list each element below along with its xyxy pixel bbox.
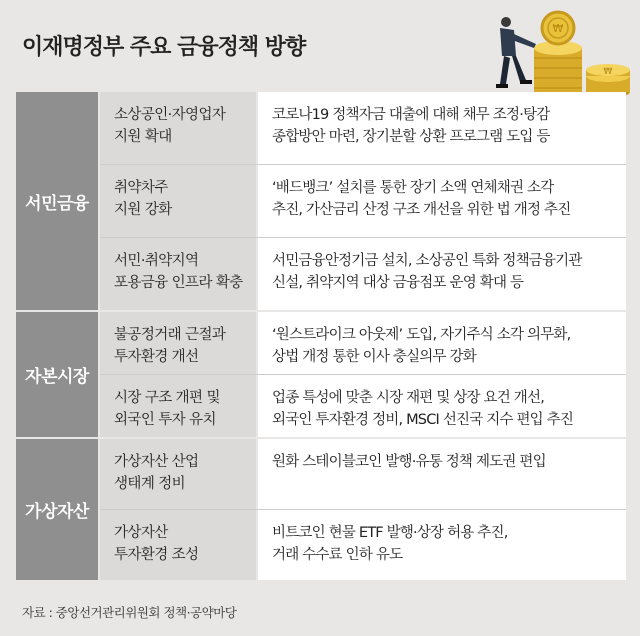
subcategory-line: 가상자산 — [114, 525, 168, 541]
description-line: 코로나19 정책자금 대출에 대해 채무 조정·탕감 — [272, 107, 550, 123]
subcategory-cell — [100, 439, 256, 509]
subcategory-cell — [100, 312, 256, 374]
description-line: 거래 수수료 인하 유도 — [272, 547, 403, 563]
subcategory-line: 취약차주 — [114, 180, 168, 196]
subcategory-line: 포용금융 인프라 확충 — [114, 275, 243, 291]
description-line: 비트코인 현물 ETF 발행·상장 허용 추진, — [272, 525, 508, 541]
page-title: 이재명정부 주요 금융정책 방향 — [22, 35, 306, 60]
subcategory-cell — [100, 238, 256, 310]
category-cell-서민금융: 서민금융 — [16, 92, 98, 310]
subcategory-line: 투자환경 조성 — [114, 547, 199, 563]
description-cell — [258, 439, 626, 509]
description-cell — [258, 312, 626, 374]
coin-standing — [542, 12, 574, 44]
description-line: 종합방안 마련, 장기분할 상환 프로그램 도입 등 — [272, 129, 550, 145]
description-cell — [258, 375, 626, 437]
subcategory-line: 불공정거래 근절과 — [114, 327, 226, 343]
svg-text:₩: ₩ — [552, 22, 564, 35]
description-line: ‘원스트라이크 아웃제’ 도입, 자기주식 소각 의무화, — [272, 327, 571, 343]
subcategory-line: 투자환경 개선 — [114, 349, 199, 365]
description-line: 추진, 가산금리 산정 구조 개선을 위한 법 개정 추진 — [272, 202, 571, 218]
subcategory-cell — [100, 510, 256, 580]
subcategory-line: 지원 강화 — [114, 202, 172, 218]
subcategory-line: 지원 확대 — [114, 129, 172, 145]
subcategory-cell — [100, 375, 256, 437]
subcategory-line: 생태계 정비 — [114, 476, 186, 492]
description-cell — [258, 92, 626, 164]
man-pushing-coins-icon — [470, 8, 640, 100]
description-line: 상법 개정 통한 이사 충실의무 강화 — [272, 349, 476, 365]
subcategory-line: 시장 구조 개편 및 — [114, 390, 220, 406]
category-cell-자본시장: 자본시장 — [16, 312, 98, 437]
svg-text:₩: ₩ — [603, 67, 613, 77]
description-line: ‘배드뱅크’ 설치를 통한 장기 소액 연체채권 소각 — [272, 180, 554, 196]
description-line: 서민금융안정기금 설치, 소상공인 특화 정책금융기관 — [272, 253, 582, 269]
subcategory-line: 소상공인·자영업자 — [114, 107, 226, 123]
subcategory-line: 서민·취약지역 — [114, 253, 199, 269]
description-cell — [258, 510, 626, 580]
man-figure — [496, 17, 536, 88]
description-line: 원화 스테이블코인 발행·유통 정책 제도권 편입 — [272, 454, 546, 470]
subcategory-line: 외국인 투자 유치 — [114, 412, 216, 428]
description-cell — [258, 165, 626, 237]
source-note: 자료 : 중앙선거관리위원회 정책·공약마당 — [22, 605, 237, 620]
subcategory-cell — [100, 92, 256, 164]
subcategory-line: 가상자산 산업 — [114, 454, 199, 470]
subcategory-cell — [100, 165, 256, 237]
category-cell-가상자산: 가상자산 — [16, 439, 98, 580]
description-line: 외국인 투자환경 정비, MSCI 선진국 지수 편입 추진 — [272, 412, 574, 428]
description-line: 업종 특성에 맞춘 시장 재편 및 상장 요건 개선, — [272, 390, 545, 406]
policy-table — [16, 92, 626, 580]
description-cell — [258, 238, 626, 310]
description-line: 신설, 취약지역 대상 금융점포 운영 확대 등 — [272, 275, 524, 291]
